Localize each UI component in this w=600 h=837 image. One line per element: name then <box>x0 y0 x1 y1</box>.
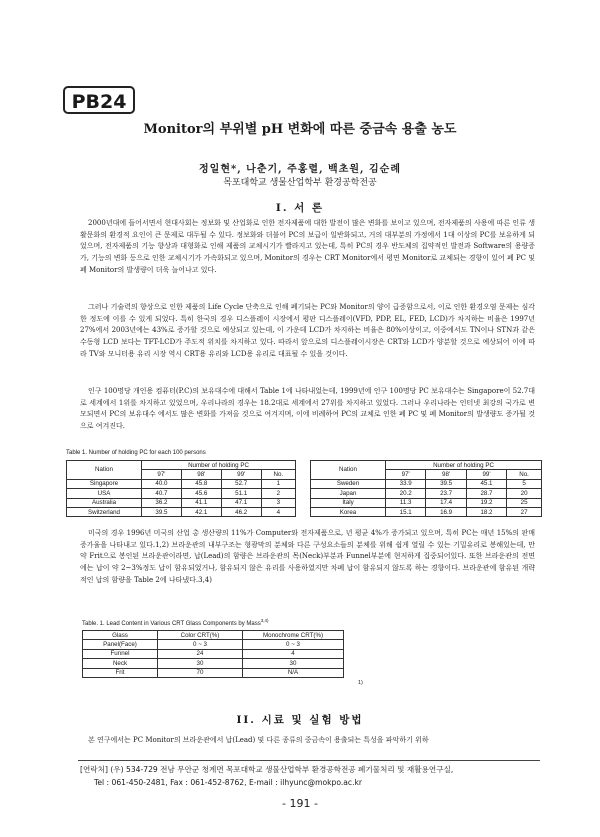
nation-cell: Korea <box>311 507 386 516</box>
table-1-right <box>310 460 542 517</box>
rank-cell: 2 <box>261 489 295 498</box>
nation-cell: Sweden <box>311 479 386 488</box>
nation-cell: Italy <box>311 498 386 507</box>
value-cell: 47.1 <box>221 498 261 507</box>
table-2-side-ref: 1) <box>358 680 363 686</box>
value-cell: 51.1 <box>221 489 261 498</box>
table-row <box>311 489 542 498</box>
table-row <box>83 640 344 649</box>
table-row <box>67 479 296 488</box>
rank-header: No. <box>507 470 542 479</box>
intro-paragraph-3: 인구 100명당 개인용 컴퓨터(P.C)의 보유대수에 대해서 Table 1에 나타내었는데, 1999년에 인구 100명당 PC 보유대수는 Singapore이 52.7대로 세계에서 1위를 차지하고 있었으며, 우리나라의 경우는 18.2대로 세계에서 27위를 차지하고 있었다. 그러나 우리나라는 인터넷 최강의 국가로 변모되면서 PC의 보유대수 에서도 많은 변화를 가져올 것으로 여겨지며, 이에 비례하여 PC의 교체로 인한 폐 PC 및 폐 Monitor의 발생량도 증가될 것으로 여겨진다. <box>80 387 535 431</box>
value-cell: 17.4 <box>426 498 466 507</box>
holding-pc-header: Number of holding PC <box>386 461 542 470</box>
value-cell: 40.7 <box>142 489 182 498</box>
rank-cell: 25 <box>507 498 542 507</box>
intro-paragraph-1: 2000년대에 들어서면서 현대사회는 정보화 및 산업화로 인한 전자제품에 대한 발전이 많은 변화를 보이고 있으며, 전자제품의 사용에 따른 인류 생활문화의 환경적 요인이 큰 문제로 대두될 수 있다. 정보화와 더불어 PC의 보급이 일반화되고, 거의 대부분의 가정에서 1대 이상의 PC를 보유하게 되었으며, 전자제품의 기능 향상과 대형화로 인해 제품의 교체시기가 빨라지고 있는데, 특히 PC의 경우 반도체의 집약적인 발전과 Software의 용량증가, 기능의 변화 등으로 인한 교체시기가 가속화되고 있으며, Monitor의 경우는 CRT Monitor에서 평면 Monitor로 교체되는 경향이 있어 폐 PC 및 폐 Monitor의 발생량이 더욱 늘어나고 있다. <box>80 219 535 274</box>
intro-paragraph-2: 그러나 기술력의 향상으로 인한 제품의 Life Cycle 단축으로 인해 폐기되는 PC와 Monitor의 양이 급증함으로서, 이로 인한 환경오염 문제는 심각한 정도에 이를 수 있게 되었다. 특히 한국의 경우 디스플레이 시장에서 평판 디스플레이(VFD, PDP, EL, FED, LCD)가 차지하는 비율은 1997년 27%에서 2003년에는 43%로 증가할 것으로 예상되고 있는데, 이 가운데 LCD가 차지하는 비율은 80%이상이고, 이중에서도 TN이나 STN과 같은 수동형 LCD 보다는 TFT-LCD가 주도적 위치를 차지하고 있다. 따라서 앞으로의 디스플레이시장은 CRT와 LCD가 양분할 것으로 예상되어 이에 따라 TV와 모니터용 유리 시장 역시 CRT용 유리와 LCD용 유리로 대표될 수 있을 것이다. <box>80 303 535 358</box>
table-row <box>67 498 296 507</box>
value-cell: 52.7 <box>221 479 261 488</box>
value-cell: 33.9 <box>386 479 426 488</box>
table-row <box>67 507 296 516</box>
value-cell: 41.1 <box>181 498 221 507</box>
glass-cell: Neck <box>83 659 158 668</box>
glass-cell: Panel(Face) <box>83 640 158 649</box>
rank-cell: 5 <box>507 479 542 488</box>
color-value-cell: 24 <box>158 649 243 658</box>
table-1-left <box>66 460 296 517</box>
mono-value-cell: 30 <box>243 659 344 668</box>
table-2-caption <box>82 618 269 627</box>
abstract-code-box: PB24 <box>63 86 135 114</box>
year-header: 98' <box>181 470 221 479</box>
body-paragraph-after-table: 미국의 경우 1996년 미국의 산업 총 생산량의 11%가 Computer와 전자제품으로, 년 평균 4%가 증가되고 있으며, 특히 PC는 매년 15%의 판매 증가율을 나타내고 있다.1,2) 브라운관의 내부구조는 형광막의 분체와 다른 구성요소들의 분체를 위해 쉽게 열릴 수 있는 기밀유리로 봉해있는데, 만약 Frit으로 봉인된 브라운관이라면, 납(Lead)의 함량은 브라운관의 목(Neck)부분과 Funnel부분에 현저하게 집중되어있다. 또한 브라운관의 전면에는 납이 약 2~3%정도 납이 함유되었거나, 함유되지 않은 유리를 사용하였지만 차폐 납이 함유되지 않도록 하는 경향이다. 브라운관에 함유된 개략적인 납의 함량을 Table 2에 나타냈다.3,4) <box>80 529 535 584</box>
value-cell: 23.7 <box>426 489 466 498</box>
nation-cell: Australia <box>67 498 142 507</box>
rank-cell: 1 <box>261 479 295 488</box>
color-value-cell: 0 ~ 3 <box>158 640 243 649</box>
glass-cell: Funnel <box>83 649 158 658</box>
value-cell: 46.2 <box>221 507 261 516</box>
color-value-cell: 30 <box>158 659 243 668</box>
mono-value-cell: 4 <box>243 649 344 658</box>
table-row <box>311 479 542 488</box>
value-cell: 18.2 <box>466 507 506 516</box>
paper-title: Monitor의 부위별 pH 변화에 따른 중금속 용출 농도 <box>143 122 457 137</box>
table-row <box>83 659 344 668</box>
page-number: - 191 - <box>282 797 318 810</box>
nation-cell: Switzerland <box>67 507 142 516</box>
nation-cell: USA <box>67 489 142 498</box>
table-row <box>83 649 344 658</box>
year-header: 99' <box>221 470 261 479</box>
nation-cell: Singapore <box>67 479 142 488</box>
value-cell: 28.7 <box>466 489 506 498</box>
color-value-cell: 70 <box>158 668 243 677</box>
glass-header: Glass <box>83 631 158 640</box>
value-cell: 15.1 <box>386 507 426 516</box>
value-cell: 45.8 <box>181 479 221 488</box>
methods-paragraph: 본 연구에서는 PC Monitor의 브라운관에서 납(Lead) 및 다른 종류의 중금속이 용출되는 특성을 파악하기 위하 <box>88 736 429 744</box>
holding-pc-header: Number of holding PC <box>142 461 296 470</box>
rank-header: No. <box>261 470 295 479</box>
value-cell: 36.2 <box>142 498 182 507</box>
mono-crt-header: Monochrome CRT(%) <box>243 631 344 640</box>
section-1-heading: I. 서 론 <box>275 202 325 214</box>
table-row <box>311 507 542 516</box>
contact-info <box>80 764 550 789</box>
value-cell: 45.6 <box>181 489 221 498</box>
table-1-caption: Table 1. Number of holding PC for each 100 persons <box>66 450 206 456</box>
value-cell: 19.2 <box>466 498 506 507</box>
value-cell: 39.5 <box>142 507 182 516</box>
year-header: 97' <box>142 470 182 479</box>
value-cell: 40.0 <box>142 479 182 488</box>
nation-header: Nation <box>311 461 386 480</box>
glass-cell: Frit <box>83 668 158 677</box>
table-row <box>83 668 344 677</box>
rank-cell: 3 <box>261 498 295 507</box>
nation-cell: Japan <box>311 489 386 498</box>
nation-header: Nation <box>67 461 142 480</box>
rank-cell: 27 <box>507 507 542 516</box>
value-cell: 11.3 <box>386 498 426 507</box>
year-header: 99' <box>466 470 506 479</box>
rank-cell: 4 <box>261 507 295 516</box>
value-cell: 20.2 <box>386 489 426 498</box>
table-2 <box>82 630 344 678</box>
section-2-heading: II. 시료 및 실험 방법 <box>236 714 364 726</box>
table-row <box>311 498 542 507</box>
table-row <box>67 489 296 498</box>
affiliation: 목포대학교 생물산업학부 환경공학전공 <box>223 178 377 188</box>
mono-value-cell: 0 ~ 3 <box>243 640 344 649</box>
year-header: 97' <box>386 470 426 479</box>
value-cell: 45.1 <box>466 479 506 488</box>
value-cell: 16.9 <box>426 507 466 516</box>
table-2-caption-text: Table. 1. Lead Content in Various CRT Glass Components by Mass <box>82 621 261 627</box>
year-header: 98' <box>426 470 466 479</box>
value-cell: 39.5 <box>426 479 466 488</box>
rank-cell: 20 <box>507 489 542 498</box>
table-2-caption-ref: 3,4) <box>260 618 269 623</box>
author-list: 정일현*, 나춘기, 주홍렬, 백초원, 김순례 <box>199 164 401 175</box>
value-cell: 42.1 <box>181 507 221 516</box>
footnote-divider <box>78 760 540 761</box>
contact-address: [연락처] (우) 534-729 전남 무안군 청계면 목포대학교 생물산업학부 환경공학전공 폐기물처리 및 재활용연구실, <box>80 765 454 774</box>
contact-phone-email: Tel : 061-450-2481, Fax : 061-452-8762, E-mail : ilhyunc@mokpo.ac.kr <box>94 777 363 787</box>
mono-value-cell: N/A <box>243 668 344 677</box>
color-crt-header: Color CRT(%) <box>158 631 243 640</box>
